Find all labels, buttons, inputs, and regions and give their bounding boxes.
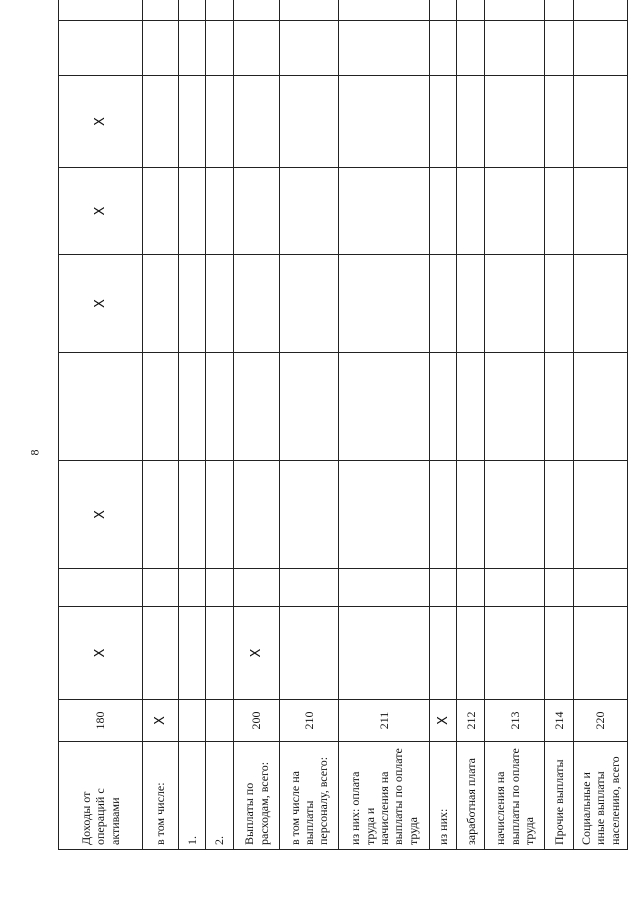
value-cell xyxy=(574,461,628,569)
value-cell xyxy=(545,168,574,255)
row-code: 180 xyxy=(59,700,143,742)
value-cell xyxy=(339,255,430,353)
value-cell xyxy=(430,569,457,607)
row-code: 200 xyxy=(233,700,279,742)
row-code xyxy=(179,700,206,742)
value-cell xyxy=(339,353,430,461)
value-cell xyxy=(485,607,545,700)
row-code: X xyxy=(430,700,457,742)
value-cell xyxy=(280,168,339,255)
value-cell xyxy=(233,168,279,255)
value-cell xyxy=(430,607,457,700)
row-code: 213 xyxy=(485,700,545,742)
value-cell xyxy=(574,0,628,21)
value-cell xyxy=(574,353,628,461)
value-cell: X xyxy=(59,255,143,353)
value-cell xyxy=(339,569,430,607)
value-cell xyxy=(142,168,179,255)
page-number: 8 xyxy=(27,449,42,456)
value-cell xyxy=(233,21,279,76)
table-row xyxy=(179,0,206,850)
value-cell xyxy=(280,0,339,21)
value-cell xyxy=(280,607,339,700)
value-cell xyxy=(280,569,339,607)
value-cell xyxy=(485,353,545,461)
value-cell xyxy=(206,168,234,255)
value-cell: X xyxy=(59,76,143,168)
value-cell xyxy=(59,21,143,76)
value-cell xyxy=(142,76,179,168)
value-cell xyxy=(457,353,485,461)
row-name: Доходы от операций с активами xyxy=(59,742,143,850)
row-name: заработная плата xyxy=(457,742,485,850)
value-cell xyxy=(280,21,339,76)
value-cell xyxy=(206,21,234,76)
row-name: из них: оплата труда и начисления на выплаты по оплате труда xyxy=(339,742,430,850)
value-cell xyxy=(206,0,234,21)
value-cell xyxy=(179,255,206,353)
value-cell xyxy=(457,21,485,76)
value-cell xyxy=(430,461,457,569)
value-cell xyxy=(457,168,485,255)
value-cell xyxy=(233,0,279,21)
value-cell xyxy=(430,21,457,76)
value-cell xyxy=(574,21,628,76)
table-row xyxy=(545,0,574,850)
value-cell xyxy=(206,76,234,168)
value-cell xyxy=(206,607,234,700)
row-name: 2. xyxy=(206,742,234,850)
value-cell xyxy=(233,353,279,461)
value-cell xyxy=(339,607,430,700)
value-cell xyxy=(142,353,179,461)
value-cell xyxy=(206,353,234,461)
value-cell xyxy=(574,76,628,168)
value-cell: X xyxy=(59,607,143,700)
value-cell xyxy=(574,569,628,607)
table-row xyxy=(280,0,339,850)
table-row xyxy=(206,0,234,850)
financial-table xyxy=(58,0,628,850)
value-cell xyxy=(280,255,339,353)
table-row xyxy=(59,0,143,850)
value-cell xyxy=(485,255,545,353)
value-cell xyxy=(574,255,628,353)
value-cell xyxy=(206,461,234,569)
row-name: 1. xyxy=(179,742,206,850)
value-cell xyxy=(59,353,143,461)
value-cell xyxy=(485,76,545,168)
row-name: Прочие выплаты xyxy=(545,742,574,850)
value-cell xyxy=(206,569,234,607)
row-code: 212 xyxy=(457,700,485,742)
value-cell: X xyxy=(59,461,143,569)
value-cell xyxy=(545,353,574,461)
value-cell xyxy=(574,168,628,255)
value-cell xyxy=(430,76,457,168)
value-cell xyxy=(339,0,430,21)
value-cell xyxy=(179,168,206,255)
value-cell xyxy=(457,607,485,700)
value-cell xyxy=(142,255,179,353)
table-row xyxy=(574,0,628,850)
row-name: в том числе на выплаты персоналу, всего: xyxy=(280,742,339,850)
value-cell xyxy=(430,255,457,353)
table-row xyxy=(485,0,545,850)
row-code: 211 xyxy=(339,700,430,742)
value-cell xyxy=(485,21,545,76)
rotated-table-container xyxy=(58,25,628,850)
value-cell xyxy=(233,461,279,569)
value-cell xyxy=(457,76,485,168)
table-row xyxy=(142,0,179,850)
table-row xyxy=(233,0,279,850)
value-cell xyxy=(233,255,279,353)
value-cell xyxy=(545,569,574,607)
row-code: 210 xyxy=(280,700,339,742)
value-cell xyxy=(339,168,430,255)
row-code: 220 xyxy=(574,700,628,742)
value-cell xyxy=(142,21,179,76)
value-cell xyxy=(485,461,545,569)
value-cell xyxy=(457,0,485,21)
value-cell xyxy=(430,353,457,461)
table-row xyxy=(430,0,457,850)
value-cell xyxy=(142,0,179,21)
value-cell xyxy=(179,461,206,569)
value-cell xyxy=(59,0,143,21)
value-cell xyxy=(485,0,545,21)
value-cell xyxy=(457,569,485,607)
value-cell xyxy=(142,607,179,700)
value-cell: X xyxy=(233,607,279,700)
row-name: Социальные и иные выплаты населению, всего xyxy=(574,742,628,850)
value-cell xyxy=(485,168,545,255)
value-cell xyxy=(206,255,234,353)
row-name: начисления на выплаты по оплате труда xyxy=(485,742,545,850)
table-row xyxy=(457,0,485,850)
value-cell xyxy=(430,0,457,21)
value-cell xyxy=(179,0,206,21)
value-cell xyxy=(430,168,457,255)
value-cell xyxy=(485,569,545,607)
row-name: из них: xyxy=(430,742,457,850)
value-cell xyxy=(179,353,206,461)
value-cell xyxy=(339,21,430,76)
value-cell xyxy=(179,21,206,76)
value-cell xyxy=(280,76,339,168)
value-cell: X xyxy=(59,168,143,255)
value-cell xyxy=(339,461,430,569)
value-cell xyxy=(339,76,430,168)
value-cell xyxy=(545,607,574,700)
value-cell xyxy=(280,461,339,569)
value-cell xyxy=(457,255,485,353)
value-cell xyxy=(457,461,485,569)
value-cell xyxy=(545,461,574,569)
value-cell xyxy=(233,569,279,607)
value-cell xyxy=(574,607,628,700)
value-cell xyxy=(142,569,179,607)
table-row xyxy=(339,0,430,850)
row-code: X xyxy=(142,700,179,742)
value-cell xyxy=(179,607,206,700)
row-name: в том числе: xyxy=(142,742,179,850)
row-code xyxy=(206,700,234,742)
value-cell xyxy=(142,461,179,569)
value-cell xyxy=(179,569,206,607)
value-cell xyxy=(59,569,143,607)
value-cell xyxy=(545,255,574,353)
value-cell xyxy=(545,76,574,168)
value-cell xyxy=(233,76,279,168)
value-cell xyxy=(179,76,206,168)
value-cell xyxy=(545,21,574,76)
value-cell xyxy=(545,0,574,21)
row-code: 214 xyxy=(545,700,574,742)
row-name: Выплаты по расходам, всего: xyxy=(233,742,279,850)
value-cell xyxy=(280,353,339,461)
